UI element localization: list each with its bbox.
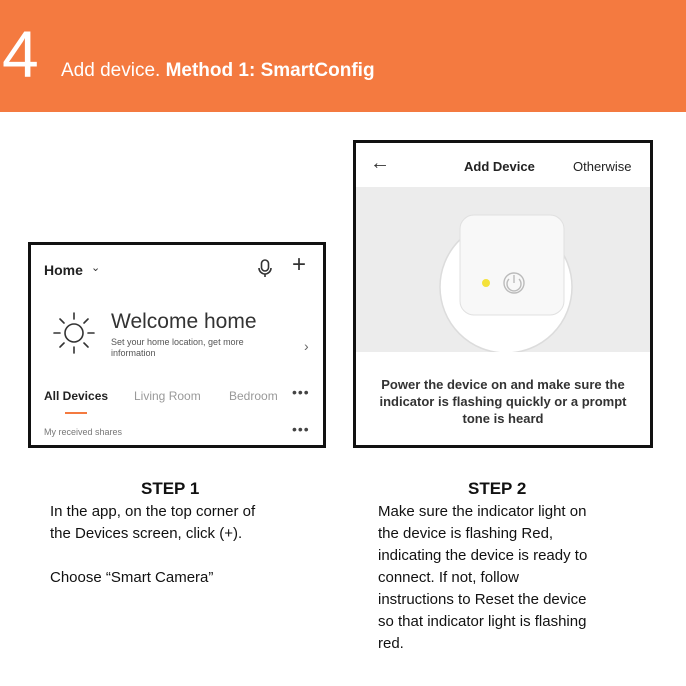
step2-title: STEP 2 [468, 479, 527, 498]
step2-body [378, 501, 668, 655]
step1-title: STEP 1 [141, 479, 200, 498]
sun-icon [51, 310, 97, 361]
title-prefix: Add device. [61, 60, 161, 81]
device-illustration [356, 187, 650, 352]
active-tab-indicator [65, 412, 87, 414]
back-arrow-icon[interactable]: ← [370, 152, 390, 174]
home-screen-screenshot [28, 242, 326, 448]
step2-line: Make sure the indicator light on [378, 503, 587, 520]
step2-line: connect. If not, follow [378, 569, 519, 586]
chevron-right-icon[interactable]: › [304, 338, 309, 354]
more-icon[interactable]: ••• [292, 384, 310, 400]
title-method: Method 1: SmartConfig [165, 60, 375, 81]
header-banner [0, 0, 686, 112]
screen-title: Add Device [464, 159, 535, 174]
step2-line: indicating the device is ready to [378, 547, 588, 564]
step1-line: the Devices screen, click (+). [50, 525, 243, 542]
step2-line: instructions to Reset the device [378, 591, 587, 608]
step1-line: Choose “Smart Camera” [50, 569, 214, 586]
home-selector[interactable]: Home [44, 262, 83, 278]
instruction-text: Power the device on and make sure the indicator is flashing quickly or a prompt tone is heard [379, 377, 627, 426]
step2-line: so that indicator light is flashing [378, 613, 587, 630]
welcome-subtitle: Set your home location, get more information [111, 337, 244, 358]
plus-icon[interactable]: + [292, 251, 307, 278]
step1-body [50, 501, 330, 589]
welcome-heading: Welcome home [111, 310, 257, 333]
indicator-light [482, 279, 490, 287]
add-device-screenshot [353, 140, 653, 448]
more-icon[interactable]: ••• [292, 421, 310, 437]
tab-bedroom[interactable]: Bedroom [229, 389, 278, 403]
page-title [61, 60, 375, 82]
microphone-icon[interactable] [257, 259, 273, 284]
step1-line: In the app, on the top corner of [50, 503, 256, 520]
tab-living-room[interactable]: Living Room [134, 389, 201, 403]
step-number: 4 [2, 17, 39, 91]
step2-line: the device is flashing Red, [378, 525, 554, 542]
otherwise-button[interactable]: Otherwise [573, 159, 632, 174]
tab-all-devices[interactable]: All Devices [44, 389, 109, 403]
step2-line: red. [378, 635, 404, 652]
chevron-down-icon: ⌄ [91, 262, 101, 274]
received-shares-label: My received shares [44, 427, 123, 437]
